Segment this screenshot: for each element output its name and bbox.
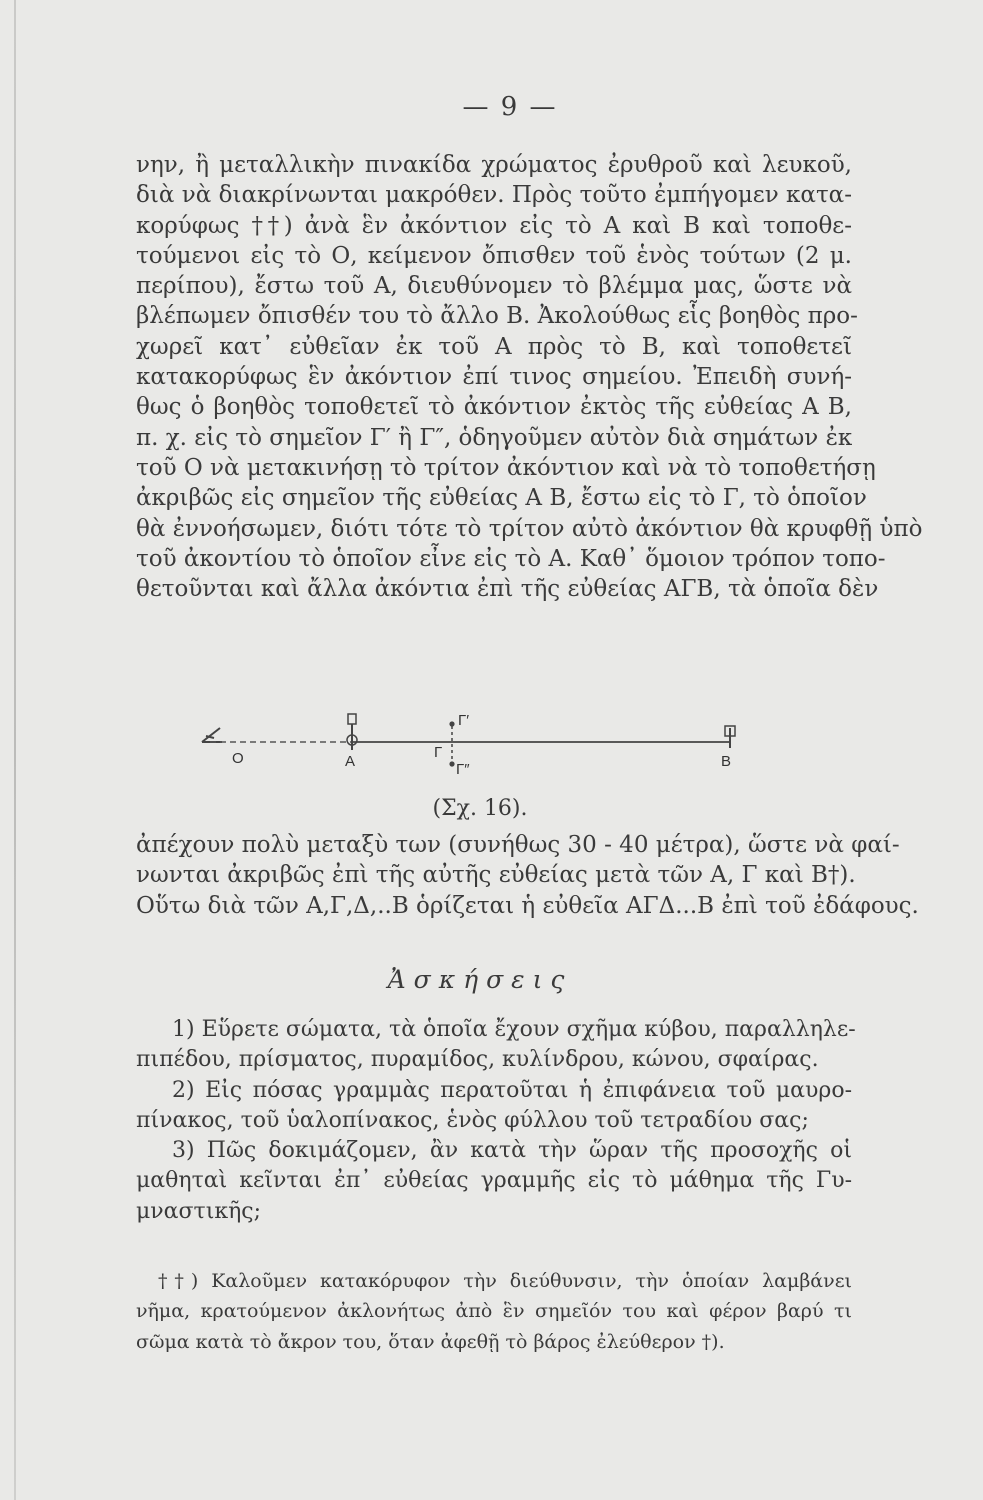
label-g: Γ [434,744,443,761]
text-line: κορύφως ††) ἀνὰ ἓν ἀκόντιον εἰς τὸ Α καὶ Β καὶ τοποθε- [136,212,852,239]
text-line: τούμενοι εἰς τὸ Ο, κείμενον ὄπισθεν τοῦ ἑνὸς τούτων (2 μ. [136,242,852,269]
closing-paragraph [136,830,919,921]
text-line: νωνται ἀκριβῶς ἐπὶ τῆς αὐτῆς εὐθείας μετὰ τῶν Α, Γ καὶ Β†). [136,862,856,889]
footnote-line: νῆμα, κρατούμενον ἀκλονήτως ἀπὸ ἓν σημεῖόν του καὶ φέρον βαρύ τι [136,1300,852,1323]
exercise-item [136,1136,852,1227]
text-line: 2) Εἰς πόσας γραμμὰς περατοῦται ἡ ἐπιφάνεια τοῦ μαυρο- [172,1077,852,1103]
footnote-line: σῶμα κατὰ τὸ ἄκρον του, ὅταν ἀφεθῇ τὸ βάρος ἐλεύθερον †). [136,1330,725,1353]
text-line: περίπου), ἔστω τοῦ Α, διευθύνομεν τὸ βλέμμα μας, ὥστε νὰ [136,273,852,300]
label-b: B [721,753,732,770]
rod-g-icon [449,721,454,766]
page-number: — 9 — [462,92,558,122]
figure-16-diagram [190,708,750,778]
rod-b-icon [725,726,735,748]
text-line: π. χ. εἰς τὸ σημεῖον Γ′ ἢ Γ″, ὁδηγοῦμεν αὐτὸν διὰ σημάτων ἐκ [136,424,853,451]
exercise-item [136,1076,852,1137]
text-line: ἀκριβῶς εἰς σημεῖον τῆς εὐθείας Α Β, ἔστω εἰς τὸ Γ, τὸ ὁποῖον [136,485,867,512]
text-line: θετοῦνται καὶ ἄλλα ἀκόντια ἐπὶ τῆς εὐθείας ΑΓΒ, τὰ ὁποῖα δὲν [136,576,879,603]
label-g-prime: Γ′ [458,712,470,729]
text-line: νην, ἢ μεταλλικὴν πινακίδα χρώματος ἐρυθροῦ καὶ λευκοῦ, [136,152,852,178]
text-line: κατακορύφως ἓν ἀκόντιον ἐπί τινος σημείου. Ἐπειδὴ συνή- [136,364,852,391]
text-line: τοῦ Ο νὰ μετακινήσῃ τὸ τρίτον ἀκόντιον καὶ νὰ τὸ τοποθετήσῃ [136,454,876,481]
label-a: A [345,753,356,770]
label-g-double-prime: Γ″ [456,761,470,778]
text-line: τοῦ ἀκοντίου τὸ ὁποῖον εἶνε εἰς τὸ Α. Καθ᾽ ὅμοιον τρόπον τοπο- [136,545,886,572]
text-line: βλέπωμεν ὄπισθέν του τὸ ἄλλο Β. Ἀκολούθως εἷς βοηθὸς προ- [136,303,858,330]
exercises-heading: Ἀσκήσεις [387,965,573,994]
text-line: Οὕτω διὰ τῶν Α,Γ,Δ,..Β ὁρίζεται ἡ εὐθεῖα ΑΓΔ...Β ἐπὶ τοῦ ἐδάφους. [136,892,919,919]
text-line: χωρεῖ κατ᾽ εὐθεῖαν ἐκ τοῦ Α πρὸς τὸ Β, καὶ τοποθετεῖ [136,333,852,360]
text-line: θὰ ἐννοήσωμεν, διότι τότε τὸ τρίτον αὐτὸ ἀκόντιον θὰ κρυφθῇ ὑπὸ [136,515,923,542]
text-line: πίνακος, τοῦ ὑαλοπίνακος, ἑνὸς φύλλου τοῦ τετραδίου σας; [136,1107,809,1133]
exercises-list [136,1015,856,1227]
text-line: ἀπέχουν πολὺ μεταξὺ των (συνήθως 30 - 40 μέτρα), ὥστε νὰ φαί- [136,832,900,858]
footnote-line: ††) Καλοῦμεν κατακόρυφον τὴν διεύθυνσιν, τὴν ὁποίαν λαμβάνει [158,1270,852,1292]
text-line: πιπέδου, πρίσματος, πυραμίδος, κυλίνδρου, κώνου, σφαίρας. [136,1047,819,1073]
text-line: θως ὁ βοηθὸς τοποθετεῖ τὸ ἀκόντιον ἐκτὸς τῆς εὐθείας Α Β, [136,394,852,421]
eye-icon [202,728,222,742]
text-line: 1) Εὕρετε σώματα, τὰ ὁποῖα ἔχουν σχῆμα κύβου, παραλληλε- [172,1017,856,1042]
footnote [136,1268,852,1359]
body-paragraph [136,150,923,604]
exercise-item [136,1015,856,1076]
text-line: μναστικῆς; [136,1198,262,1224]
rod-a-icon [347,714,357,750]
text-line: 3) Πῶς δοκιμάζομεν, ἂν κατὰ τὴν ὥραν τῆς προσοχῆς οἱ [172,1138,852,1164]
label-o: O [232,750,244,767]
figure-caption: (Σχ. 16). [432,796,528,821]
text-line: διὰ νὰ διακρίνωνται μακρόθεν. Πρὸς τοῦτο ἐμπήγομεν κατα- [136,182,852,209]
text-line: μαθηταὶ κεῖνται ἐπ᾽ εὐθείας γραμμῆς εἰς τὸ μάθημα τῆς Γυ- [136,1168,852,1194]
page-binding-edge [14,0,16,1500]
